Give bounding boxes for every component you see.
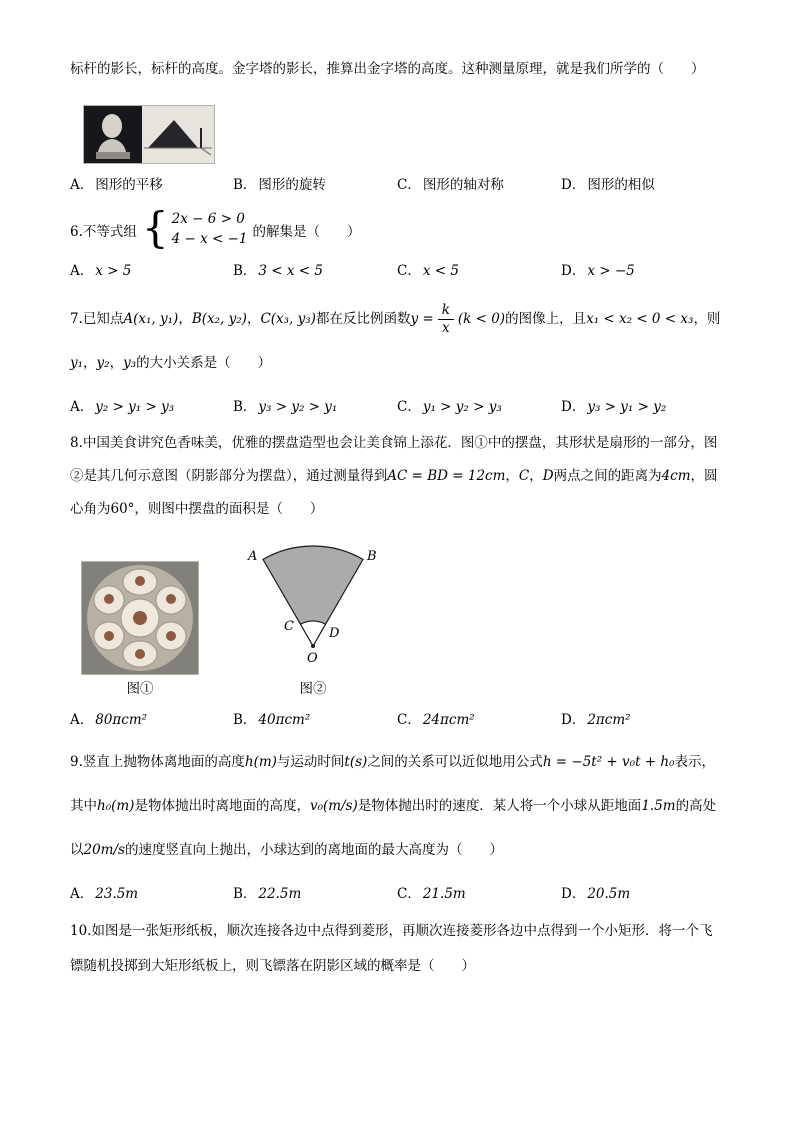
vertex-dot — [311, 644, 315, 648]
point-label-c: C — [284, 618, 294, 634]
option-c — [397, 397, 561, 417]
option-c — [397, 884, 561, 904]
math-text: 1.5m — [641, 797, 676, 814]
option-a — [70, 261, 233, 281]
question-8-options — [70, 710, 723, 730]
stem-text: 都在反比例函数 — [315, 310, 411, 327]
point-label-d: D — [329, 625, 340, 641]
math-text: h(m) — [244, 753, 277, 770]
math-text: 20m/s — [83, 841, 125, 858]
option-label: A． — [70, 885, 94, 902]
option-text: y₁ > y₂ > y₃ — [422, 398, 502, 415]
option-a — [70, 710, 233, 730]
option-text: x < 5 — [422, 262, 459, 279]
stem-text: 8.中国美食讲究色香味美，优雅的摆盘造型也会让美食锦上添花．图①中的摆盘，其形状是扇形的一部分，图②是其几何示意图（阴影部分为摆盘），通过测量得到 — [70, 434, 718, 484]
option-b — [233, 397, 397, 417]
option-label: D． — [561, 711, 586, 728]
fraction-numerator: k — [438, 303, 454, 320]
math-text: AC = BD = 12cm — [387, 467, 506, 484]
question-6 — [70, 203, 723, 281]
plate-photo — [82, 562, 198, 674]
option-c — [397, 175, 561, 195]
stem-text: 与运动时间 — [276, 753, 345, 770]
option-a — [70, 397, 233, 417]
question-8-figures — [82, 534, 723, 698]
option-text: y₃ > y₂ > y₁ — [258, 398, 338, 415]
option-text: y₂ > y₁ > y₃ — [95, 398, 175, 415]
option-label: A． — [70, 711, 94, 728]
stem-text: 9.竖直上抛物体离地面的高度 — [70, 753, 245, 770]
stem-text: ，圆心角为60°，则图中摆盘的面积是（ ） — [70, 467, 718, 517]
question-10-stem: 10.如图是一张矩形纸板，顺次连接各边中点得到菱形，再顺次连接菱形各边中点得到一个小矩形．将一个飞镖随机投掷到大矩形纸板上，则飞镖落在阴影区域的概率是（ ） — [70, 922, 713, 974]
statue-pyramid-photo — [84, 106, 214, 163]
option-b — [233, 261, 397, 281]
math-text: (k < 0) — [457, 310, 506, 327]
option-d — [561, 261, 723, 281]
stem-text: ， — [529, 467, 543, 484]
stem-text: 的高处以 — [70, 797, 717, 858]
question-5 — [70, 58, 723, 195]
option-a — [70, 884, 233, 904]
question-10 — [70, 914, 723, 984]
option-text: 22.5m — [258, 885, 302, 902]
option-text: 21.5m — [422, 885, 466, 902]
fraction-denominator: x — [441, 319, 450, 336]
option-label: C． — [397, 262, 421, 279]
stem-text: 的解集是（ ） — [252, 223, 361, 240]
inequality-system — [141, 203, 248, 252]
math-text: C — [518, 467, 530, 484]
option-c — [397, 261, 561, 281]
math-text: 4cm — [661, 467, 691, 484]
option-text: 图形的平移 — [95, 177, 163, 193]
math-text: D — [542, 467, 554, 484]
math-text: C(x₃, y₃) — [260, 310, 316, 327]
question-6-options — [70, 261, 723, 281]
option-d — [561, 884, 723, 904]
option-text: 24πcm² — [422, 711, 475, 728]
option-b — [233, 884, 397, 904]
stem-text: ， — [109, 354, 124, 371]
option-text: y₃ > y₁ > y₂ — [587, 398, 667, 415]
question-8 — [70, 427, 723, 730]
stem-text: 6.不等式组 — [70, 223, 137, 240]
question-9-options — [70, 884, 723, 904]
question-7-stem — [70, 297, 723, 385]
math-text: v₀(m/s) — [309, 797, 358, 814]
option-a — [70, 175, 233, 195]
point-label-a: A — [248, 548, 258, 564]
system-lines — [172, 211, 248, 248]
math-text: x₁ < x₂ < 0 < x₃ — [586, 310, 694, 327]
option-label: B． — [233, 177, 257, 193]
triangle-edges — [301, 624, 326, 646]
option-text: 图形的旋转 — [258, 177, 326, 193]
shaded-annulus-sector — [263, 546, 363, 624]
option-text: 2πcm² — [587, 711, 631, 728]
question-7 — [70, 297, 723, 417]
option-d — [561, 397, 723, 417]
fraction-k-over-x — [438, 303, 454, 336]
stem-text: ， — [178, 310, 192, 327]
stem-text: ， — [505, 467, 519, 484]
stem-text: 的大小关系是（ ） — [136, 354, 272, 371]
sector-diagram — [238, 534, 388, 674]
stem-text: 是物体抛出时离地面的高度， — [134, 797, 310, 814]
inequality-2: 4 − x < −1 — [171, 231, 248, 248]
option-text: 图形的轴对称 — [422, 177, 504, 193]
figure-2 — [238, 534, 388, 698]
option-b — [233, 710, 397, 730]
math-text: A(x₁, y₁) — [123, 310, 179, 327]
option-label: C． — [397, 177, 421, 193]
point-label-b: B — [367, 548, 377, 564]
option-text: 3 < x < 5 — [258, 262, 324, 279]
math-text: y₁ — [70, 354, 84, 371]
question-5-figure — [84, 106, 723, 163]
stem-text: ， — [83, 354, 97, 371]
stem-text: 7.已知点 — [70, 310, 124, 327]
figure-1 — [82, 562, 198, 698]
question-7-options — [70, 397, 723, 417]
question-5-options — [70, 175, 723, 195]
option-b — [233, 175, 397, 195]
option-label: C． — [397, 711, 421, 728]
math-text: y₂ — [96, 354, 110, 371]
option-text: 23.5m — [95, 885, 139, 902]
option-label: B． — [233, 711, 257, 728]
stem-text: 两点之间的距离为 — [553, 467, 662, 484]
option-label: C． — [397, 885, 421, 902]
option-label: D． — [561, 398, 586, 415]
option-label: D． — [561, 177, 586, 193]
option-label: D． — [561, 262, 586, 279]
stem-text: ， — [246, 310, 261, 327]
option-text: 图形的相似 — [587, 177, 655, 193]
option-text: 80πcm² — [95, 711, 148, 728]
math-text: h = −5t² + v₀t + h₀ — [542, 753, 675, 770]
option-label: C． — [397, 398, 421, 415]
page-content — [70, 0, 723, 984]
stem-text: 是物体抛出时的速度．某人将一个小球从距地面 — [357, 797, 642, 814]
math-text: h₀(m) — [97, 797, 135, 814]
question-9-stem — [70, 740, 723, 872]
option-text: 20.5m — [587, 885, 631, 902]
option-label: D． — [561, 885, 586, 902]
stem-text: 的图像上，且 — [505, 310, 587, 327]
math-text: y₃ — [123, 354, 137, 371]
math-text: y = — [410, 310, 434, 327]
left-brace: { — [141, 203, 169, 252]
figure-1-caption: 图① — [126, 680, 154, 697]
inequality-1: 2x − 6 > 0 — [171, 211, 245, 228]
point-label-o: O — [307, 650, 318, 666]
option-label: B． — [233, 398, 257, 415]
option-d — [561, 175, 723, 195]
option-label: A． — [70, 398, 94, 415]
stem-text: 之间的关系可以近似地用公式 — [367, 753, 543, 770]
stem-text: ，则 — [693, 310, 721, 327]
question-6-stem — [70, 203, 723, 252]
option-label: B． — [233, 262, 257, 279]
figure-2-caption: 图② — [299, 680, 327, 697]
option-label: A． — [70, 262, 94, 279]
question-9 — [70, 740, 723, 904]
option-text: x > 5 — [95, 262, 132, 279]
stem-text: 表示，其中 — [70, 753, 715, 814]
question-8-stem — [70, 427, 723, 526]
question-5-stem: 标杆的影长，标杆的高度。金字塔的影长，推算出金字塔的高度。这种测量原理，就是我们所学的（ ） — [70, 61, 705, 77]
option-text: x > −5 — [587, 262, 635, 279]
option-d — [561, 710, 723, 730]
stem-text: 的速度竖直向上抛出，小球达到的离地面的最大高度为（ ） — [124, 841, 503, 858]
math-text: t(s) — [344, 753, 368, 770]
option-c — [397, 710, 561, 730]
option-label: A． — [70, 177, 94, 193]
option-text: 40πcm² — [258, 711, 311, 728]
option-label: B． — [233, 885, 257, 902]
math-text: B(x₂, y₂) — [191, 310, 247, 327]
